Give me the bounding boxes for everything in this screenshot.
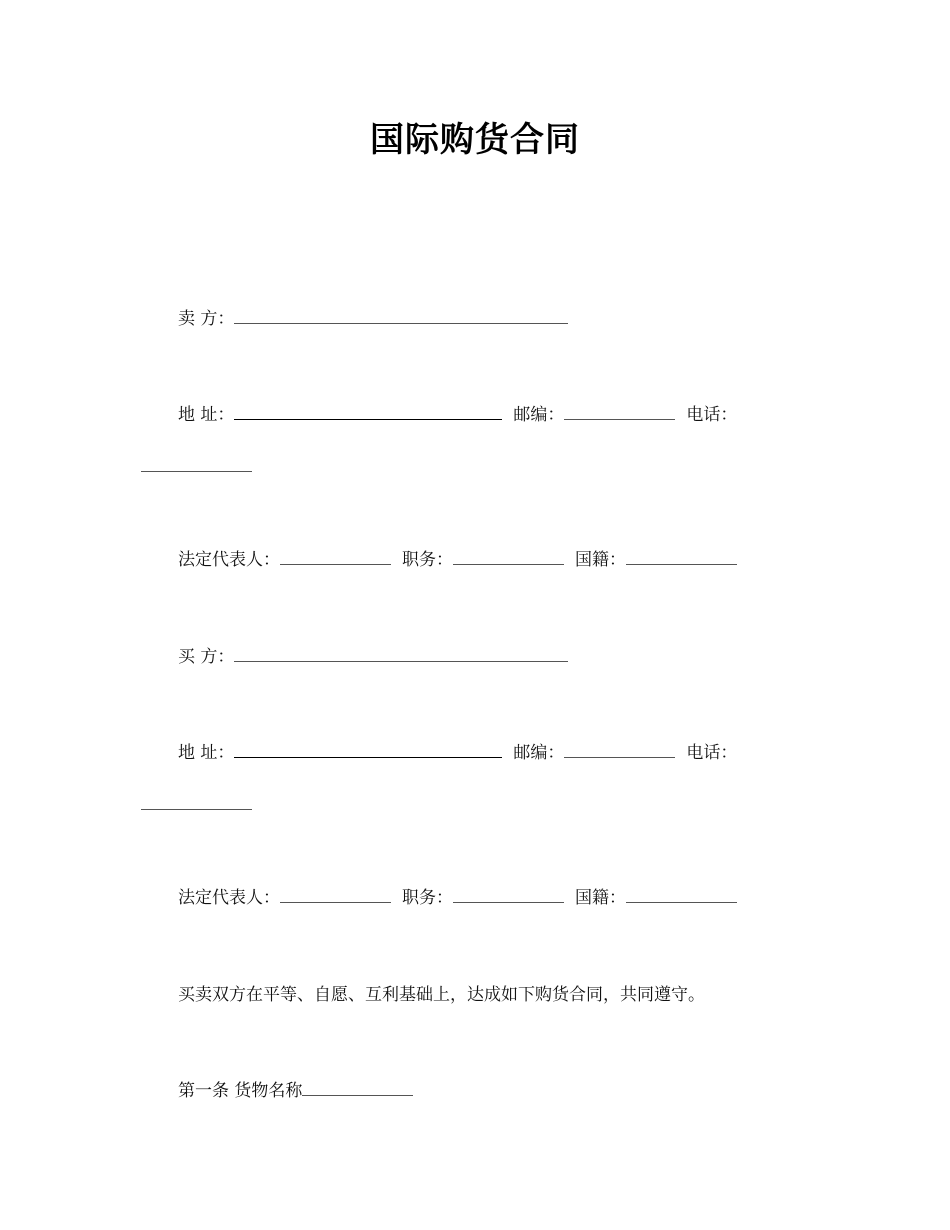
buyer-address-line — [178, 741, 737, 765]
seller-nationality-blank[interactable] — [626, 550, 737, 565]
seller-address-blank[interactable] — [234, 405, 502, 420]
buyer-position-label: 职务： — [402, 888, 453, 908]
seller-postcode-label: 邮编： — [513, 405, 565, 425]
buyer-rep-blank[interactable] — [280, 888, 391, 903]
seller-phone-continuation — [141, 455, 252, 479]
buyer-postcode-label: 邮编： — [513, 743, 565, 763]
seller-line — [178, 307, 568, 331]
buyer-address-label: 地 址： — [178, 743, 235, 763]
buyer-phone-blank[interactable] — [141, 795, 252, 810]
article-1-label: 第一条 货物名称 — [178, 1081, 303, 1101]
page-title: 国际购货合同 — [370, 120, 580, 160]
buyer-address-blank[interactable] — [234, 743, 502, 758]
seller-label: 卖 方： — [178, 309, 235, 329]
seller-postcode-blank[interactable] — [564, 405, 675, 420]
seller-address-line — [178, 403, 737, 427]
buyer-phone-label: 电话： — [686, 743, 738, 763]
article-1-line — [178, 1079, 413, 1103]
seller-nationality-label: 国籍： — [575, 550, 626, 570]
buyer-rep-label: 法定代表人： — [178, 888, 280, 908]
buyer-line — [178, 645, 568, 669]
buyer-postcode-blank[interactable] — [564, 743, 675, 758]
seller-position-blank[interactable] — [453, 550, 564, 565]
seller-rep-label: 法定代表人： — [178, 550, 280, 570]
seller-position-label: 职务： — [402, 550, 453, 570]
buyer-position-blank[interactable] — [453, 888, 564, 903]
buyer-nationality-blank[interactable] — [626, 888, 737, 903]
buyer-label: 买 方： — [178, 647, 235, 667]
seller-address-label: 地 址： — [178, 405, 235, 425]
goods-name-blank[interactable] — [302, 1081, 413, 1096]
seller-name-blank[interactable] — [234, 309, 568, 324]
buyer-phone-continuation — [141, 793, 252, 817]
seller-rep-blank[interactable] — [280, 550, 391, 565]
seller-phone-blank[interactable] — [141, 457, 252, 472]
preamble-text: 买卖双方在平等、自愿、互利基础上，达成如下购货合同，共同遵守。 — [178, 985, 705, 1005]
buyer-rep-line — [178, 886, 737, 910]
buyer-nationality-label: 国籍： — [575, 888, 626, 908]
buyer-name-blank[interactable] — [234, 647, 568, 662]
seller-phone-label: 电话： — [686, 405, 738, 425]
seller-rep-line — [178, 548, 737, 572]
